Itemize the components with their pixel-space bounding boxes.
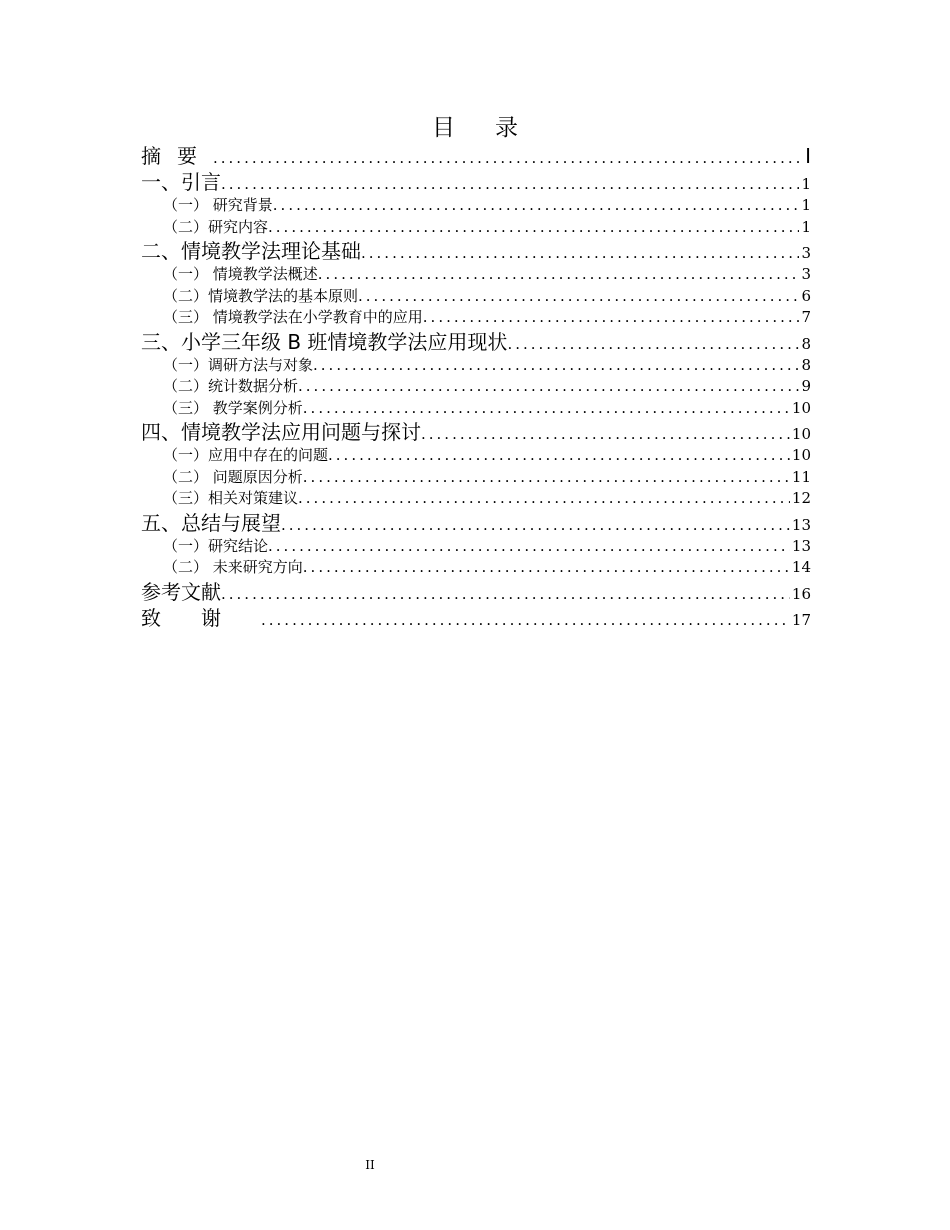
- toc-entry-title: （二）统计数据分析: [163, 377, 299, 395]
- toc-leader-dots: [298, 376, 799, 398]
- toc-leader-dots: [273, 195, 800, 217]
- toc-entry-chapter[interactable]: [141, 510, 811, 536]
- toc-entry-page: 1: [801, 196, 811, 214]
- toc-entry-section[interactable]: [141, 355, 811, 377]
- toc-entry-title: （一）应用中存在的问题: [163, 446, 329, 464]
- toc-entry-title: 一、引言: [141, 170, 221, 194]
- toc-entry-title: （三） 教学案例分析: [163, 398, 303, 417]
- toc-leader-dots: [268, 217, 799, 239]
- toc-leader-dots: [221, 171, 799, 195]
- toc-entry-page: 1: [801, 175, 811, 193]
- toc-entry-page: 3: [801, 265, 811, 283]
- toc-entry-section[interactable]: [141, 557, 811, 579]
- toc-entry-title: 致谢: [141, 605, 261, 630]
- toc-entry-section[interactable]: [141, 536, 811, 558]
- toc-entry-page: 9: [801, 377, 811, 395]
- toc-leader-dots: [421, 421, 790, 445]
- toc-leader-dots: [298, 488, 790, 510]
- toc-entry-page: 1: [801, 217, 811, 236]
- toc-leader-dots: [261, 607, 790, 631]
- toc-leader-dots: [507, 331, 799, 355]
- toc-entry-section[interactable]: [141, 286, 811, 308]
- toc-entry-title: （二）研究内容: [163, 217, 269, 236]
- toc-entry-title: 三、小学三年级 B 班情境教学法应用现状: [141, 329, 508, 354]
- toc-leader-dots: [328, 445, 790, 467]
- toc-entry-page: 11: [791, 467, 811, 486]
- toc-entry-page: 14: [791, 558, 811, 576]
- toc-leader-dots: [361, 240, 799, 264]
- toc-entry-chapter[interactable]: [141, 143, 811, 169]
- toc-entry-page: 6: [801, 286, 811, 305]
- toc-entry-section[interactable]: [141, 376, 811, 398]
- toc-entry-title: （二） 未来研究方向: [163, 558, 303, 576]
- toc-leader-dots: [213, 145, 803, 169]
- toc-leader-dots: [303, 467, 790, 489]
- toc-leader-dots: [358, 286, 799, 308]
- toc-entry-page: 10: [791, 446, 811, 464]
- toc-entry-page: 13: [791, 515, 811, 534]
- toc-leader-dots: [221, 581, 790, 605]
- toc-entry-chapter[interactable]: [141, 238, 811, 264]
- toc-entry-chapter[interactable]: [141, 419, 811, 445]
- toc-entry-section[interactable]: [141, 398, 811, 420]
- toc-leader-dots: [313, 355, 799, 377]
- toc-entry-section[interactable]: [141, 488, 811, 510]
- toc-leader-dots: [423, 307, 800, 329]
- toc-entry-section[interactable]: [141, 264, 811, 286]
- toc-entry-page: 3: [801, 244, 811, 262]
- toc-entry-title: （一）研究结论: [163, 536, 269, 555]
- toc-entry-title: 五、总结与展望: [141, 510, 281, 535]
- toc-entry-page: 13: [791, 536, 811, 555]
- table-of-contents: [141, 143, 811, 631]
- toc-leader-dots: [268, 536, 790, 558]
- toc-entry-page: 8: [801, 355, 811, 374]
- toc-entry-chapter[interactable]: [141, 605, 811, 631]
- toc-entry-page: 12: [791, 489, 811, 507]
- toc-title: 目录: [432, 115, 558, 141]
- page-number: II: [365, 1158, 375, 1172]
- toc-entry-page: 16: [791, 584, 811, 603]
- toc-entry-page: 7: [801, 308, 811, 326]
- toc-entry-chapter[interactable]: [141, 329, 811, 355]
- toc-leader-dots: [281, 512, 790, 536]
- toc-entry-title: 四、情境教学法应用问题与探讨: [141, 420, 421, 444]
- toc-entry-page: I: [805, 144, 811, 168]
- toc-entry-title: 摘要: [141, 144, 213, 168]
- toc-leader-dots: [318, 264, 800, 286]
- toc-entry-section[interactable]: [141, 195, 811, 217]
- toc-entry-title: （一） 情境教学法概述: [163, 265, 318, 283]
- toc-entry-chapter[interactable]: [141, 169, 811, 195]
- toc-entry-page: 17: [791, 610, 811, 629]
- toc-entry-section[interactable]: [141, 307, 811, 329]
- toc-entry-section[interactable]: [141, 467, 811, 489]
- toc-leader-dots: [303, 398, 790, 420]
- toc-entry-page: 8: [801, 334, 811, 353]
- toc-entry-title: （三） 情境教学法在小学教育中的应用: [163, 308, 423, 326]
- toc-entry-chapter[interactable]: [141, 579, 811, 605]
- toc-entry-page: 10: [791, 398, 811, 417]
- toc-entry-title: 参考文献: [141, 579, 221, 604]
- toc-entry-section[interactable]: [141, 217, 811, 239]
- toc-entry-title: （一） 研究背景: [163, 196, 273, 214]
- toc-entry-title: （二） 问题原因分析: [163, 467, 303, 486]
- toc-entry-title: （三）相关对策建议: [163, 489, 299, 507]
- toc-entry-title: （一）调研方法与对象: [163, 355, 314, 374]
- toc-leader-dots: [303, 557, 790, 579]
- toc-entry-page: 10: [791, 425, 811, 443]
- toc-entry-title: （二）情境教学法的基本原则: [163, 286, 359, 305]
- toc-entry-title: 二、情境教学法理论基础: [141, 239, 361, 263]
- toc-entry-section[interactable]: [141, 445, 811, 467]
